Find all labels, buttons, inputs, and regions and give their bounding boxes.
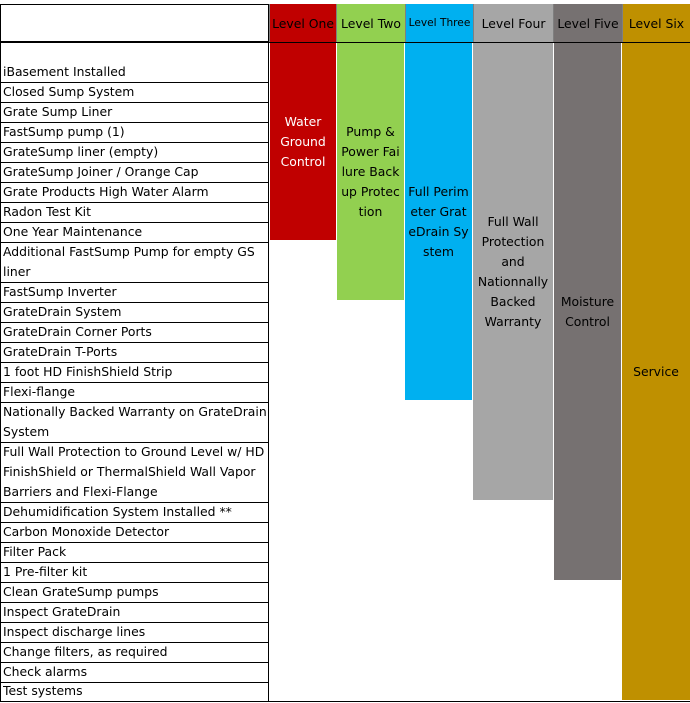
row-item-24: Inspect GrateDrain: [3, 604, 121, 619]
row-item-5: GrateSump liner (empty): [3, 144, 159, 159]
row-item-1: iBasement Installed: [3, 64, 126, 79]
row-item-10: Additional FastSump Pump for empty GS liner: [3, 244, 255, 279]
header-level-five: Level Five: [553, 4, 622, 42]
bar-level-one: [270, 43, 336, 240]
header-level-two: Level Two: [336, 4, 405, 42]
row-item-13: GrateDrain Corner Ports: [3, 324, 152, 339]
bar-level-two: [337, 43, 404, 300]
row-item-21: Filter Pack: [3, 544, 67, 559]
header-level-four: Level Four: [473, 4, 553, 42]
row-item-28: Test systems: [3, 683, 83, 698]
row-item-18: Full Wall Protection to Ground Level w/ HD FinishShield or ThermalShield Wall Vapor Barriers and Flexi-Flange: [3, 444, 265, 499]
row-item-7: Grate Products High Water Alarm: [3, 184, 209, 199]
header-level-three: Level Three: [405, 4, 473, 42]
bar-level-five: [554, 43, 621, 580]
row-item-8: Radon Test Kit: [3, 204, 91, 219]
bar-level-two-label: Pump & Power Failure Backup Protection: [341, 123, 400, 219]
bar-level-six: [622, 43, 690, 700]
row-item-6: GrateSump Joiner / Orange Cap: [3, 164, 199, 179]
bar-level-four-label: Full Wall Protection and Nationnally Backed Warranty: [477, 213, 549, 329]
row-item-20: Carbon Monoxide Detector: [3, 524, 170, 539]
row-item-16: Flexi-flange: [3, 384, 75, 399]
bar-level-one-label: Water Ground Control: [280, 113, 326, 169]
row-item-15: 1 foot HD FinishShield Strip: [3, 364, 173, 379]
bar-level-three-label: Full Perimeter GrateDrain System: [408, 183, 469, 259]
row-item-4: FastSump pump (1): [3, 124, 125, 139]
row-item-23: Clean GrateSump pumps: [3, 584, 159, 599]
row-item-11: FastSump Inverter: [3, 284, 117, 299]
row-item-25: Inspect discharge lines: [3, 624, 146, 639]
sheet-left-border: [0, 4, 1, 702]
header-level-one: Level One: [269, 4, 336, 42]
row-item-17: Nationally Backed Warranty on GrateDrain System: [3, 404, 267, 439]
row-item-12: GrateDrain System: [3, 304, 122, 319]
label-column-divider: [268, 4, 269, 702]
row-item-3: Grate Sump Liner: [3, 104, 113, 119]
bar-level-five-label: Moisture Control: [560, 293, 615, 329]
bar-level-four: [473, 43, 553, 500]
header-level-six: Level Six: [622, 4, 690, 42]
bar-level-six-label: Service: [633, 363, 679, 379]
row-item-2: Closed Sump System: [3, 84, 135, 99]
row-item-9: One Year Maintenance: [3, 224, 143, 239]
row-item-14: GrateDrain T-Ports: [3, 344, 118, 359]
row-item-26: Change filters, as required: [3, 644, 168, 659]
row-item-22: 1 Pre-filter kit: [3, 564, 88, 579]
sheet-bottom-border: [0, 701, 690, 702]
row-item-19: Dehumidification System Installed **: [3, 504, 232, 519]
row-item-27: Check alarms: [3, 664, 88, 679]
bar-level-three: [405, 43, 472, 400]
